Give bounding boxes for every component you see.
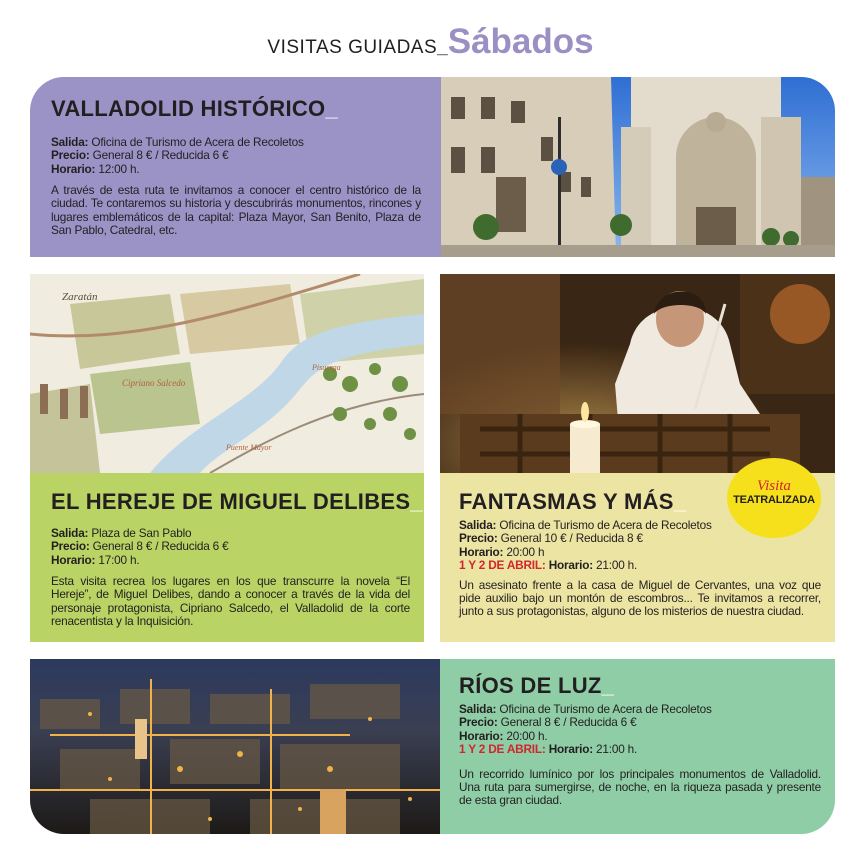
salida-label: Salida: bbox=[459, 518, 497, 532]
salida-value: Oficina de Turismo de Acera de Recoletos bbox=[499, 702, 712, 716]
title-underscore: _ bbox=[673, 489, 687, 514]
horario-label: Horario: bbox=[51, 552, 96, 567]
tour-title bbox=[51, 489, 423, 515]
salida-label: Salida: bbox=[51, 526, 89, 540]
badge-visita: Visita bbox=[757, 478, 791, 494]
title-underscore: _ bbox=[410, 489, 423, 514]
salida-value: Plaza de San Pablo bbox=[91, 526, 192, 540]
precio-label: Precio: bbox=[51, 539, 90, 554]
horario-label: Horario: bbox=[51, 161, 96, 176]
tour-info bbox=[459, 703, 821, 757]
horario-value: 17:00 h. bbox=[98, 552, 140, 567]
cathedral-photo bbox=[441, 77, 835, 257]
horario-label: Horario: bbox=[459, 544, 504, 559]
night-city-aerial-photo bbox=[30, 659, 440, 834]
precio-value: General 8 € / Reducida 6 € bbox=[500, 715, 637, 730]
header-pre: VISITAS GUIADAS bbox=[267, 37, 438, 58]
precio-label: Precio: bbox=[51, 148, 90, 163]
tour-description: Un recorrido lumínico por los principales monumentos de Valladolid. Una ruta para sumergirse, de noche, en la riqueza pasada y presente de esta gran ciudad. bbox=[459, 766, 821, 808]
tour-title-text: EL HEREJE DE MIGUEL DELIBES bbox=[51, 489, 411, 514]
page-title: Sábados bbox=[447, 22, 594, 61]
map-label-puente: Puente Mayor bbox=[226, 443, 272, 452]
horario-value: 20:00 h. bbox=[506, 728, 548, 743]
salida-label: Salida: bbox=[459, 702, 497, 716]
historic-map-illustration bbox=[30, 274, 424, 473]
tour-info bbox=[51, 527, 410, 567]
precio-value: General 8 € / Reducida 6 € bbox=[92, 148, 229, 163]
extra-horario-label: Horario: bbox=[548, 558, 593, 573]
horario-value: 20:00 h bbox=[506, 544, 545, 559]
precio-value: General 8 € / Reducida 6 € bbox=[92, 539, 229, 554]
extra-horario-value: 21:00 h. bbox=[596, 558, 638, 573]
salida-value: Oficina de Turismo de Acera de Recoletos bbox=[499, 518, 712, 532]
page-header bbox=[0, 22, 861, 62]
title-underscore: _ bbox=[601, 673, 615, 698]
tour-title bbox=[51, 96, 421, 122]
extra-dates: 1 Y 2 DE ABRIL: bbox=[459, 742, 546, 757]
tour-description: A través de esta ruta te invitamos a conocer el centro histórico de la ciudad. Te contaremos su historia y descubrirás monumentos, rincones y lugares emblemáticos de la capital: Plaza Mayor, San Benito, Plaza de San Pablo, Catedral, etc. bbox=[51, 183, 421, 237]
tour-description: Un asesinato frente a la casa de Miguel de Cervantes, una voz que pide auxilio bajo un montón de escombros... Te invitamos a recorrer, junto a sus protagonistas, alguno de los misterios de nuestra ciudad. bbox=[459, 577, 821, 619]
tour-title bbox=[459, 673, 821, 699]
teatralizada-badge bbox=[727, 458, 821, 538]
extra-dates: 1 Y 2 DE ABRIL: bbox=[459, 558, 546, 573]
precio-label: Precio: bbox=[459, 715, 498, 730]
tour-valladolid-historico bbox=[30, 77, 441, 257]
salida-value: Oficina de Turismo de Acera de Recoletos bbox=[91, 135, 304, 149]
tour-description: Esta visita recrea los lugares en los que transcurre la novela “El Hereje”, de Miguel Delibes, dando a conocer a través de la vida del personaje protagonista, Cipriano Salcedo, el Valladolid de la corte renacentista y la Inquisición. bbox=[51, 574, 410, 628]
extra-horario-value: 21:00 h. bbox=[596, 742, 638, 757]
tour-title-text: RÍOS DE LUZ bbox=[459, 673, 602, 698]
tour-rios-de-luz bbox=[440, 659, 835, 834]
map-label-cipriano: Cipriano Salcedo bbox=[122, 378, 186, 388]
extra-horario-label: Horario: bbox=[548, 742, 593, 757]
header-underscore: _ bbox=[437, 37, 448, 58]
horario-label: Horario: bbox=[459, 728, 504, 743]
theatrical-actor-photo bbox=[440, 274, 835, 473]
tour-el-hereje bbox=[30, 473, 424, 642]
horario-value: 12:00 h. bbox=[98, 161, 140, 176]
precio-value: General 10 € / Reducida 8 € bbox=[500, 531, 643, 546]
tour-title-text: VALLADOLID HISTÓRICO bbox=[51, 96, 326, 121]
map-label-zaratan: Zaratán bbox=[62, 291, 98, 303]
tour-info bbox=[51, 136, 421, 176]
tour-title-text: FANTASMAS Y MÁS bbox=[459, 489, 674, 514]
badge-teatralizada: TEATRALIZADA bbox=[733, 494, 815, 506]
salida-label: Salida: bbox=[51, 135, 89, 149]
precio-label: Precio: bbox=[459, 531, 498, 546]
title-underscore: _ bbox=[325, 96, 339, 121]
map-label-pisuerga: Pisuerga bbox=[312, 363, 341, 372]
